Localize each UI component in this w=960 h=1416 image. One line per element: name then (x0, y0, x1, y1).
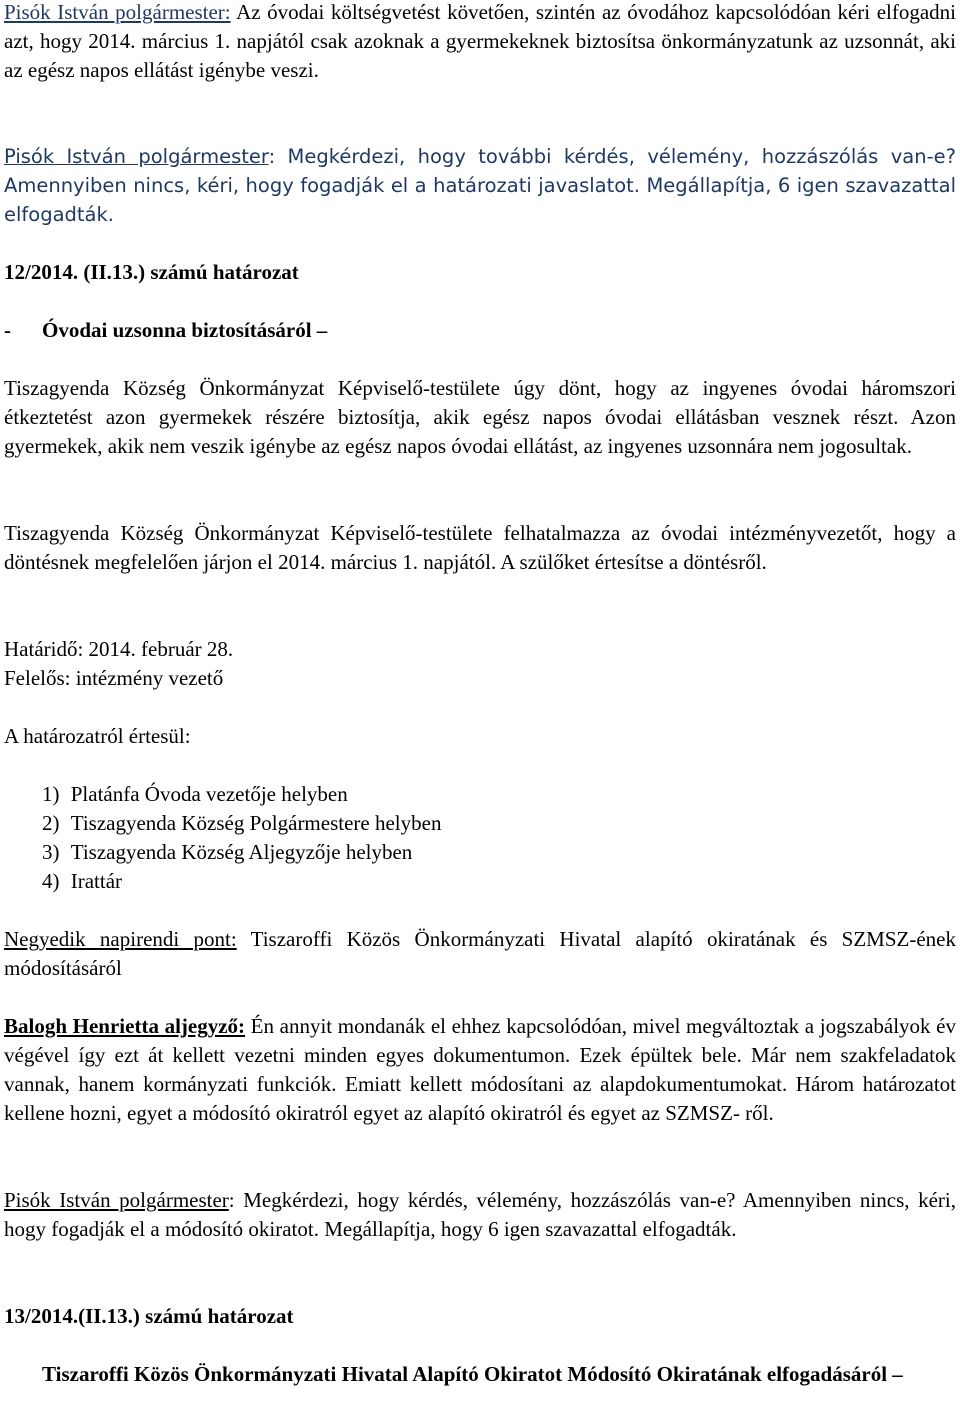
responsible: Felelős: intézmény vezető (4, 666, 224, 690)
list-number: 1) (42, 782, 60, 806)
paragraph-text: : Megkérdezi, hogy kérdés, vélemény, hozzászólás van-e? Amennyiben nincs, kéri, hogy fogadják el a módosító okiratot. Megállapítja, hogy 6 igen szavazattal elfogadták. (4, 1188, 956, 1241)
list-item (4, 867, 904, 896)
speaker-notary: Balogh Henrietta aljegyző: (4, 1014, 246, 1038)
resolution-title-text: Tiszaroffi Közös Önkormányzati Hivatal Alapító Okiratot Módosító Okiratának elfogadásáról – (42, 1362, 903, 1386)
list-text: Tiszagyenda Község Polgármestere helyben (70, 811, 442, 835)
resolution-body-1: Tiszagyenda Község Önkormányzat Képviselő-testülete úgy dönt, hogy az ingyenes óvodai háromszori étkeztetést azon gyermekek részére biztosítja, akik egész napos óvodai ellátásban vesznek részt. Azon gyermekek, akik nem veszik igénybe az egész napos óvodai ellátást, az ingyenes uzsonnára nem jogosultak. (4, 376, 956, 458)
resolution-number: 13/2014.(II.13.) számú határozat (4, 1304, 294, 1328)
list-item (4, 809, 904, 838)
speaker-mayor: Pisók István polgármester: (4, 0, 231, 24)
paragraph-mayor-vote-2 (4, 1186, 956, 1244)
resolution-number: 12/2014. (II.13.) számú határozat (4, 260, 299, 284)
list-number: 3) (42, 840, 60, 864)
agenda-item-4 (4, 925, 956, 983)
paragraph-text: : Megkérdezi, hogy további kérdés, vélemény, hozzászólás van-e? Amennyiben nincs, kéri, hogy fogadják el a határozati javaslatot. Megállapítja, 6 igen szavazattal elfogadták. (4, 145, 956, 226)
paragraph-notary (4, 1012, 956, 1128)
resolution-title (4, 316, 327, 345)
list-number: 2) (42, 811, 60, 835)
deadline: Határidő: 2014. február 28. (4, 637, 234, 661)
list-number: 4) (42, 869, 60, 893)
agenda-label: Negyedik napirendi pont: (4, 927, 237, 951)
list-text: Platánfa Óvoda vezetője helyben (70, 782, 348, 806)
recipient-list (4, 780, 904, 896)
paragraph-text: Az óvodai költségvetést követően, szintén az óvodához kapcsolódóan kéri elfogadni azt, hogy 2014. március 1. napjától csak azoknak a gyermekeknek biztosítsa önkormányzatunk az uzsonnát, aki az egész napos ellátást igénybe veszi. (4, 0, 957, 82)
list-item (4, 780, 904, 809)
paragraph-text: Én annyit mondanák el ehhez kapcsolódóan, mivel megváltoztak a jogszabályok év végével így ezt át kellett vezetni minden egyes dokumentumon. Ezek épültek bele. Már nem szakfeladatok vannak, hanem kormányzati funkciók. Emiatt kellett módosítani az alapdokumentumokat. Három határozatot kellene hozni, egyet a módosító okiratról egyet az alapító okiratról és egyet az SZMSZ- ről. (4, 1014, 956, 1125)
resolution-body-2: Tiszagyenda Község Önkormányzat Képviselő-testülete felhatalmazza az óvodai intézményvezetőt, hogy a döntésnek megfelelően járjon el 2014. március 1. napjától. A szülőket értesítse a döntésről. (4, 521, 956, 574)
title-dash: - (4, 318, 11, 342)
list-text: Tiszagyenda Község Aljegyzője helyben (70, 840, 413, 864)
notify-heading: A határozatról értesül: (4, 724, 191, 748)
paragraph-mayor-kindergarten (4, 0, 956, 85)
resolution-title-text: Óvodai uzsonna biztosításáról – (42, 318, 328, 342)
resolution-title (4, 1360, 960, 1389)
paragraph-mayor-vote-1 (4, 142, 956, 229)
agenda-text: Tiszaroffi Közös Önkormányzati Hivatal alapító okiratának és SZMSZ-ének módosításáról (4, 927, 956, 980)
speaker-mayor: Pisók István polgármester (4, 1188, 229, 1212)
list-item (4, 838, 904, 867)
list-text: Irattár (70, 869, 123, 893)
title-dash (4, 1360, 42, 1389)
speaker-mayor: Pisók István polgármester (4, 145, 269, 168)
